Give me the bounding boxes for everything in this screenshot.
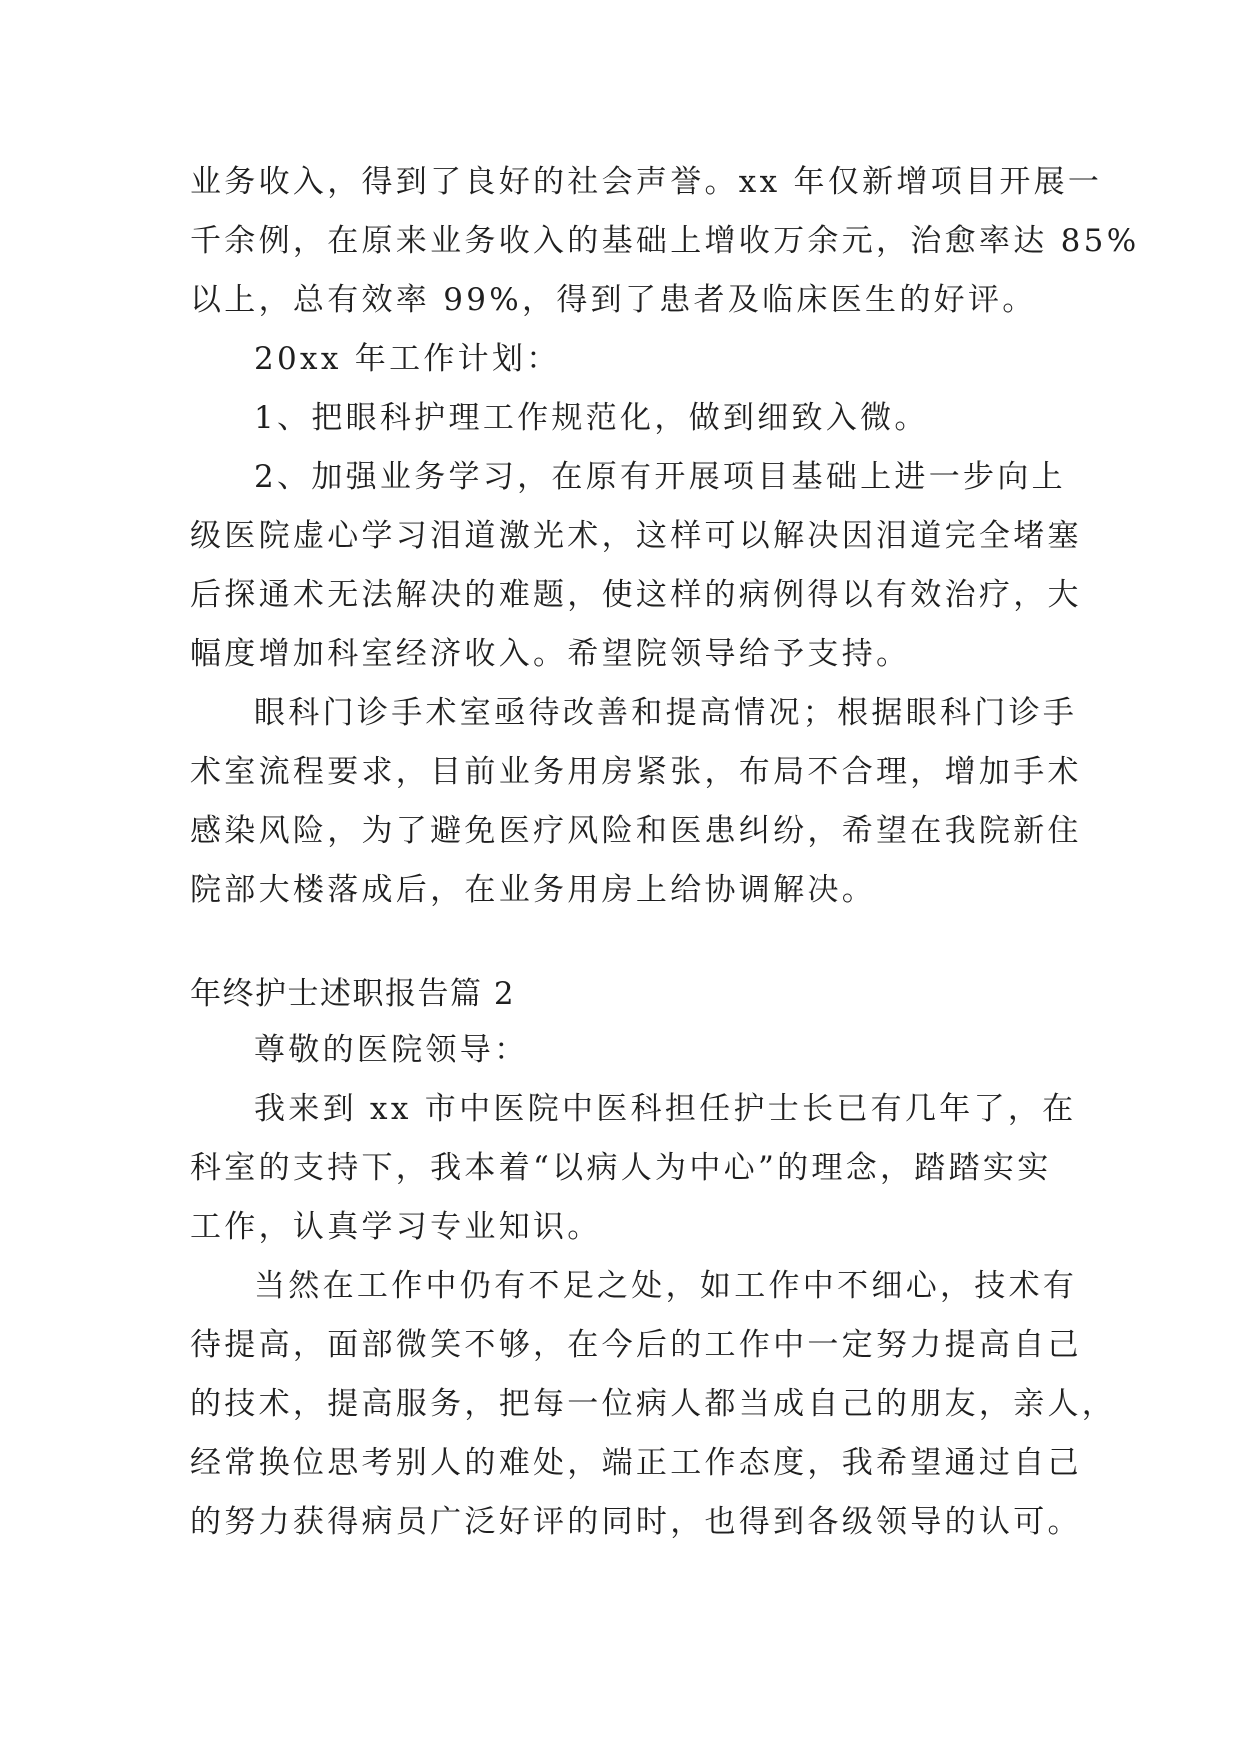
paragraph-line: 院部大楼落成后，在业务用房上给协调解决。 <box>190 872 876 908</box>
list-item: 1、把眼科护理工作规范化，做到细致入微。 <box>254 400 929 436</box>
paragraph-line: 我来到 xx 市中医院中医科担任护士长已有几年了，在 <box>254 1091 1077 1127</box>
paragraph-line: 眼科门诊手术室亟待改善和提高情况；根据眼科门诊手 <box>254 695 1078 731</box>
paragraph-line: 待提高，面部微笑不够，在今后的工作中一定努力提高自己 <box>190 1327 1082 1363</box>
salutation: 尊敬的医院领导： <box>254 1032 529 1068</box>
paragraph-line: 千余例，在原来业务收入的基础上增收万余元，治愈率达 85% <box>190 223 1140 259</box>
paragraph-line: 的技术，提高服务，把每一位病人都当成自己的朋友，亲人， <box>190 1386 1117 1422</box>
paragraph-line: 的努力获得病员广泛好评的同时，也得到各级领导的认可。 <box>190 1504 1082 1540</box>
paragraph-line: 感染风险，为了避免医疗风险和医患纠纷，希望在我院新住 <box>190 813 1082 849</box>
paragraph-line: 科室的支持下，我本着“以病人为中心”的理念，踏踏实实 <box>190 1150 1052 1186</box>
paragraph-line: 级医院虚心学习泪道激光术，这样可以解决因泪道完全堵塞 <box>190 518 1082 554</box>
paragraph-line: 后探通术无法解决的难题，使这样的病例得以有效治疗，大 <box>190 577 1082 613</box>
paragraph-line: 幅度增加科室经济收入。希望院领导给予支持。 <box>190 636 911 672</box>
section-title: 年终护士述职报告篇 2 <box>190 976 516 1012</box>
paragraph-line: 经常换位思考别人的难处，端正工作态度，我希望通过自己 <box>190 1445 1082 1481</box>
paragraph-line: 以上，总有效率 99%，得到了患者及临床医生的好评。 <box>190 282 1037 318</box>
list-item: 2、加强业务学习，在原有开展项目基础上进一步向上 <box>254 459 1066 495</box>
paragraph-line: 当然在工作中仍有不足之处，如工作中不细心，技术有 <box>254 1268 1078 1304</box>
paragraph-line: 术室流程要求，目前业务用房紧张，布局不合理，增加手术 <box>190 754 1082 790</box>
paragraph-line: 工作，认真学习专业知识。 <box>190 1209 602 1245</box>
section-label: 20xx 年工作计划： <box>254 341 561 377</box>
paragraph-line: 业务收入，得到了良好的社会声誉。xx 年仅新增项目开展一 <box>190 164 1103 200</box>
